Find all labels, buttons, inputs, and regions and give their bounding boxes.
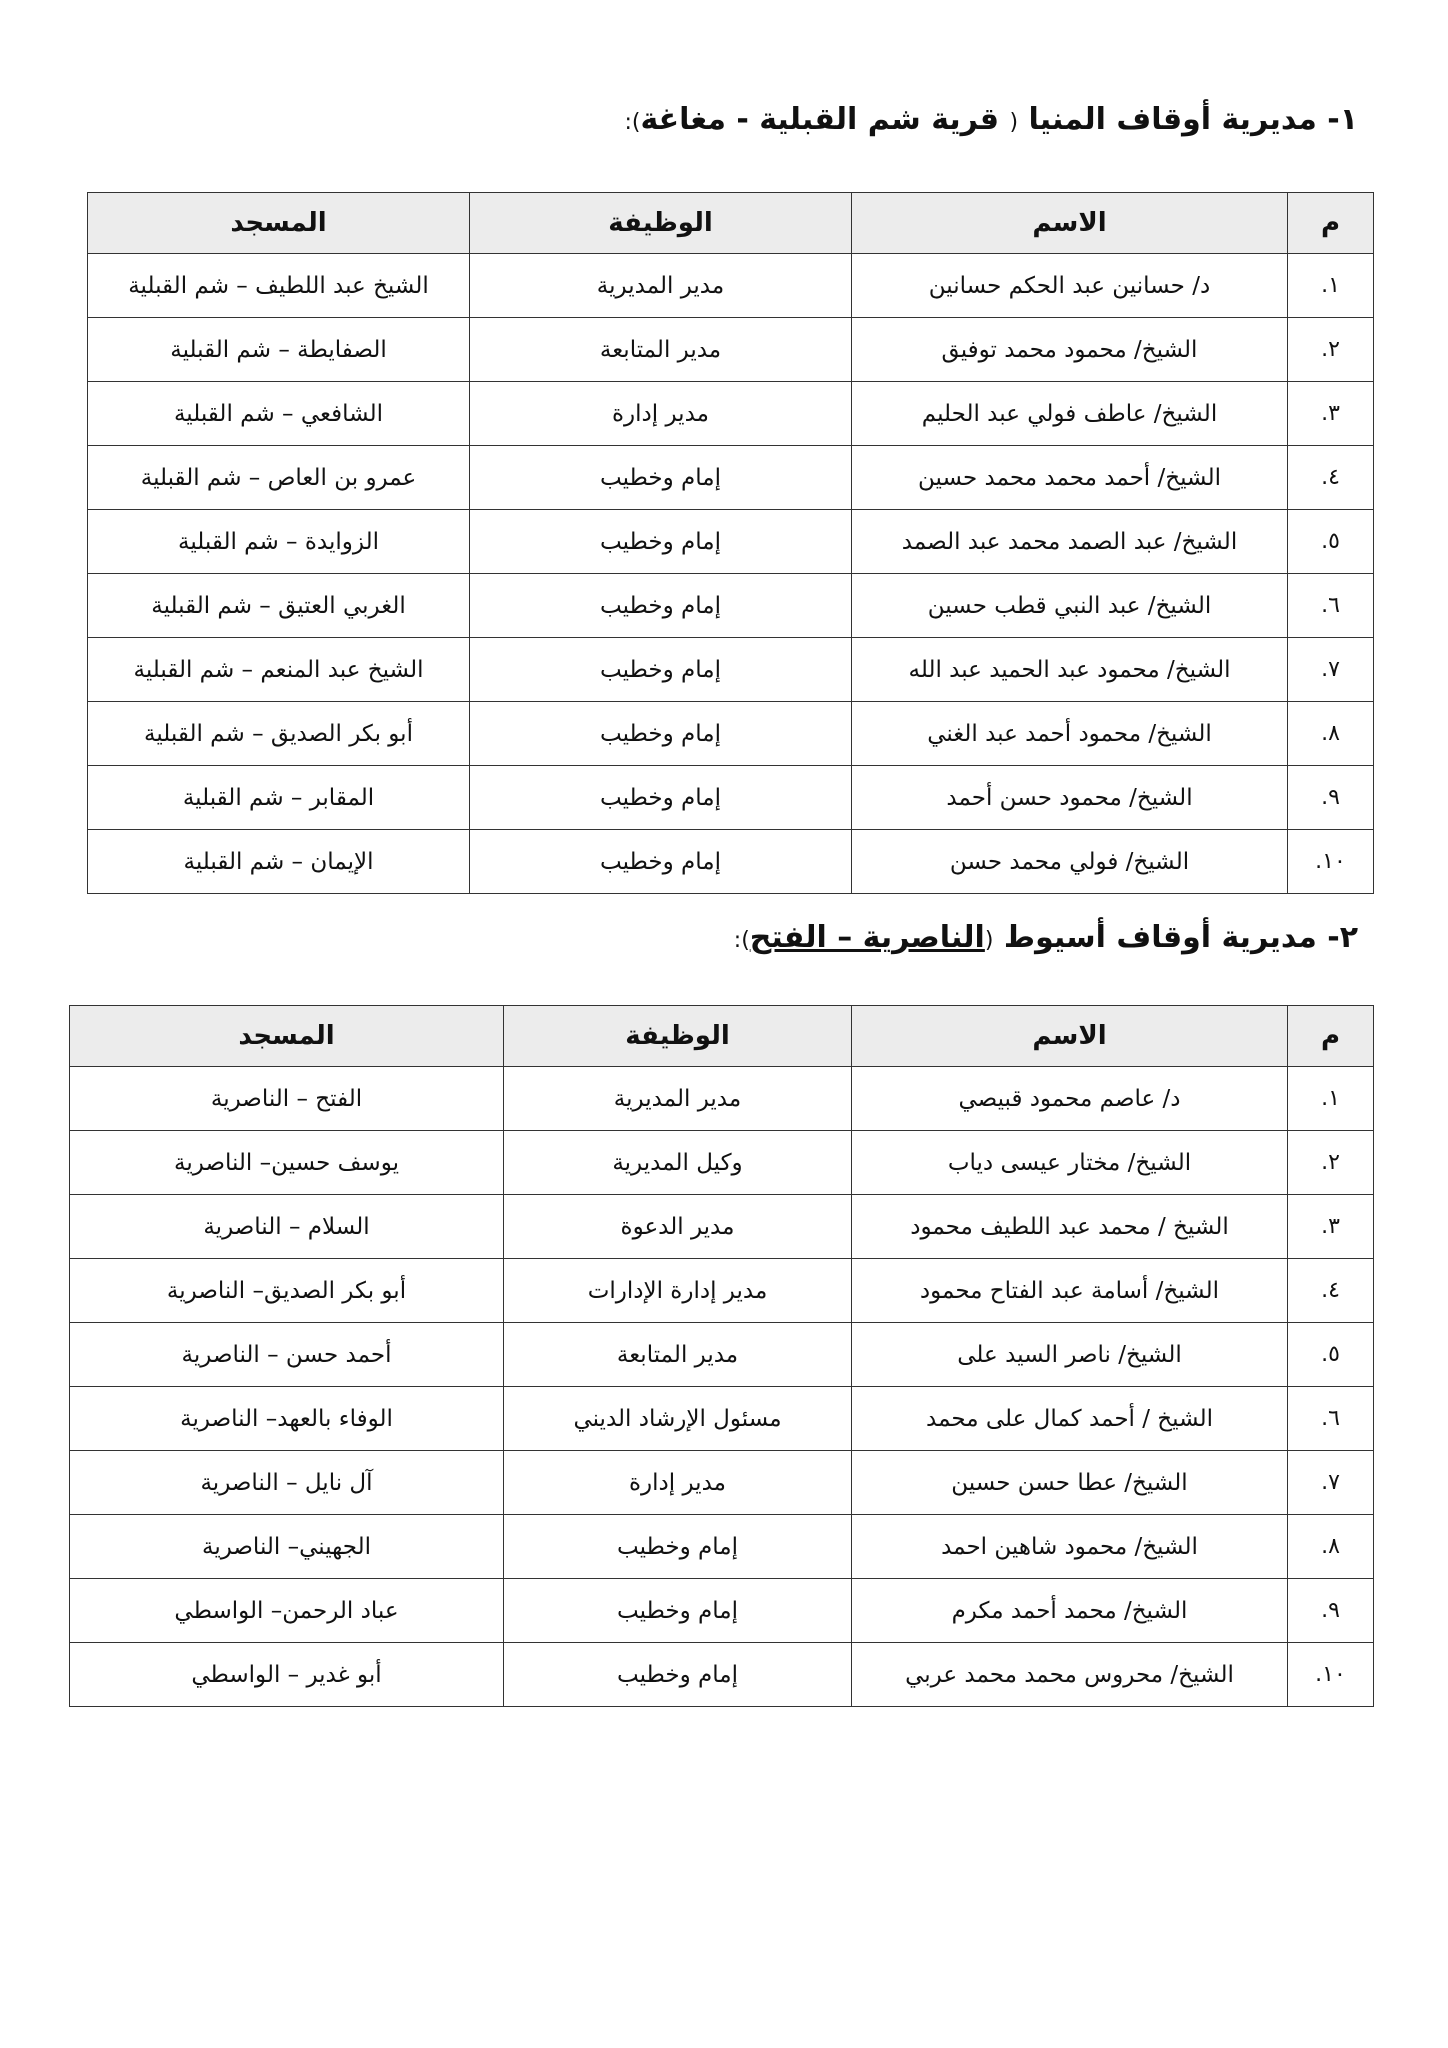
table-row [70, 1259, 1374, 1323]
header-num: م [1288, 193, 1374, 254]
section-2-location: الناصرية – الفتح [749, 920, 985, 955]
row-mosque: الشيخ عبد اللطيف – شم القبلية [88, 254, 470, 318]
section-2-title: مديرية أوقاف أسيوط [1003, 920, 1317, 955]
row-mosque: السلام – الناصرية [70, 1195, 504, 1259]
section-1-title: مديرية أوقاف المنيا [1028, 102, 1317, 137]
row-number: ٧. [1288, 1451, 1374, 1515]
section-1-location: قرية شم القبلية - مغاغة [640, 102, 999, 137]
row-mosque: أبو بكر الصديق – شم القبلية [88, 702, 470, 766]
header-mosque: المسجد [70, 1006, 504, 1067]
row-mosque: آل نايل – الناصرية [70, 1451, 504, 1515]
table-row [70, 1579, 1374, 1643]
row-number: ٤. [1288, 446, 1374, 510]
table-row [88, 702, 1374, 766]
row-mosque: الزوايدة – شم القبلية [88, 510, 470, 574]
row-number: ١٠. [1288, 830, 1374, 894]
row-number: ٩. [1288, 766, 1374, 830]
row-job: إمام وخطيب [504, 1643, 852, 1707]
row-mosque: الوفاء بالعهد– الناصرية [70, 1387, 504, 1451]
row-mosque: الفتح – الناصرية [70, 1067, 504, 1131]
row-number: ٨. [1288, 1515, 1374, 1579]
row-name: الشيخ/ فولي محمد حسن [852, 830, 1288, 894]
row-job: إمام وخطيب [504, 1515, 852, 1579]
row-name: الشيخ/ عطا حسن حسين [852, 1451, 1288, 1515]
section-2-number: ٢- [1327, 920, 1358, 955]
row-mosque: الجهيني– الناصرية [70, 1515, 504, 1579]
table-row [70, 1451, 1374, 1515]
row-name: الشيخ/ عبد النبي قطب حسين [852, 574, 1288, 638]
table-row [88, 510, 1374, 574]
row-name: الشيخ / أحمد كمال على محمد [852, 1387, 1288, 1451]
table-row [88, 254, 1374, 318]
table-header-row [88, 193, 1374, 254]
table-row [88, 446, 1374, 510]
row-name: الشيخ/ ناصر السيد على [852, 1323, 1288, 1387]
row-number: ٩. [1288, 1579, 1374, 1643]
row-mosque: عباد الرحمن– الواسطي [70, 1579, 504, 1643]
table-row [70, 1131, 1374, 1195]
section-2-table [69, 1005, 1374, 1707]
row-mosque: المقابر – شم القبلية [88, 766, 470, 830]
row-name: الشيخ/ محمود أحمد عبد الغني [852, 702, 1288, 766]
table-row [70, 1067, 1374, 1131]
row-mosque: الشيخ عبد المنعم – شم القبلية [88, 638, 470, 702]
row-name: د/ حسانين عبد الحكم حسانين [852, 254, 1288, 318]
row-mosque: أبو غدير – الواسطي [70, 1643, 504, 1707]
row-name: الشيخ/ أسامة عبد الفتاح محمود [852, 1259, 1288, 1323]
row-job: إمام وخطيب [470, 510, 852, 574]
section-1-paren-close: ): [624, 110, 641, 135]
row-name: الشيخ/ محمود محمد توفيق [852, 318, 1288, 382]
row-name: د/ عاصم محمود قبيصي [852, 1067, 1288, 1131]
row-job: مدير إدارة [504, 1451, 852, 1515]
row-number: ١. [1288, 254, 1374, 318]
table-row [88, 574, 1374, 638]
row-job: مدير الدعوة [504, 1195, 852, 1259]
section-2-paren-close: ): [733, 928, 750, 953]
row-job: مدير إدارة [470, 382, 852, 446]
row-number: ٦. [1288, 574, 1374, 638]
table-row [88, 766, 1374, 830]
header-name: الاسم [852, 193, 1288, 254]
row-job: إمام وخطيب [470, 766, 852, 830]
row-job: مدير إدارة الإدارات [504, 1259, 852, 1323]
row-job: إمام وخطيب [470, 574, 852, 638]
header-num: م [1288, 1006, 1374, 1067]
row-name: الشيخ/ مختار عيسى دياب [852, 1131, 1288, 1195]
table-row [88, 382, 1374, 446]
section-2-heading [734, 920, 1358, 955]
row-job: مسئول الإرشاد الديني [504, 1387, 852, 1451]
row-name: الشيخ/ محروس محمد محمد عربي [852, 1643, 1288, 1707]
row-name: الشيخ/ عبد الصمد محمد عبد الصمد [852, 510, 1288, 574]
row-mosque: يوسف حسين– الناصرية [70, 1131, 504, 1195]
row-job: مدير المديرية [470, 254, 852, 318]
header-mosque: المسجد [88, 193, 470, 254]
row-mosque: الصفايطة – شم القبلية [88, 318, 470, 382]
row-number: ٢. [1288, 1131, 1374, 1195]
row-number: ٧. [1288, 638, 1374, 702]
row-job: إمام وخطيب [470, 446, 852, 510]
section-1-paren-open: ( [1009, 110, 1019, 135]
table-row [70, 1515, 1374, 1579]
row-job: إمام وخطيب [504, 1579, 852, 1643]
table-row [88, 830, 1374, 894]
row-name: الشيخ/ محمد أحمد مكرم [852, 1579, 1288, 1643]
row-job: مدير المتابعة [470, 318, 852, 382]
table-row [70, 1195, 1374, 1259]
row-name: الشيخ/ محمود حسن أحمد [852, 766, 1288, 830]
row-mosque: الشافعي – شم القبلية [88, 382, 470, 446]
table-row [70, 1643, 1374, 1707]
row-number: ٥. [1288, 1323, 1374, 1387]
header-job: الوظيفة [470, 193, 852, 254]
table-row [70, 1387, 1374, 1451]
row-mosque: الإيمان – شم القبلية [88, 830, 470, 894]
row-number: ٢. [1288, 318, 1374, 382]
table-row [88, 318, 1374, 382]
row-job: إمام وخطيب [470, 638, 852, 702]
row-name: الشيخ / محمد عبد اللطيف محمود [852, 1195, 1288, 1259]
row-number: ٥. [1288, 510, 1374, 574]
row-mosque: الغربي العتيق – شم القبلية [88, 574, 470, 638]
row-mosque: أبو بكر الصديق– الناصرية [70, 1259, 504, 1323]
row-mosque: عمرو بن العاص – شم القبلية [88, 446, 470, 510]
section-2-paren-open: ( [984, 928, 994, 953]
section-1-table [87, 192, 1374, 894]
table-row [88, 638, 1374, 702]
section-1-number: ١- [1327, 102, 1358, 137]
row-name: الشيخ/ عاطف فولي عبد الحليم [852, 382, 1288, 446]
row-number: ٨. [1288, 702, 1374, 766]
row-number: ١. [1288, 1067, 1374, 1131]
row-name: الشيخ/ محمود عبد الحميد عبد الله [852, 638, 1288, 702]
section-1-heading [624, 102, 1358, 137]
row-job: مدير المديرية [504, 1067, 852, 1131]
table-header-row [70, 1006, 1374, 1067]
row-number: ١٠. [1288, 1643, 1374, 1707]
row-job: مدير المتابعة [504, 1323, 852, 1387]
row-job: إمام وخطيب [470, 702, 852, 766]
row-name: الشيخ/ محمود شاهين احمد [852, 1515, 1288, 1579]
row-name: الشيخ/ أحمد محمد محمد حسين [852, 446, 1288, 510]
row-number: ٣. [1288, 382, 1374, 446]
row-mosque: أحمد حسن – الناصرية [70, 1323, 504, 1387]
row-number: ٣. [1288, 1195, 1374, 1259]
row-number: ٤. [1288, 1259, 1374, 1323]
header-job: الوظيفة [504, 1006, 852, 1067]
header-name: الاسم [852, 1006, 1288, 1067]
row-job: إمام وخطيب [470, 830, 852, 894]
table-row [70, 1323, 1374, 1387]
row-number: ٦. [1288, 1387, 1374, 1451]
row-job: وكيل المديرية [504, 1131, 852, 1195]
